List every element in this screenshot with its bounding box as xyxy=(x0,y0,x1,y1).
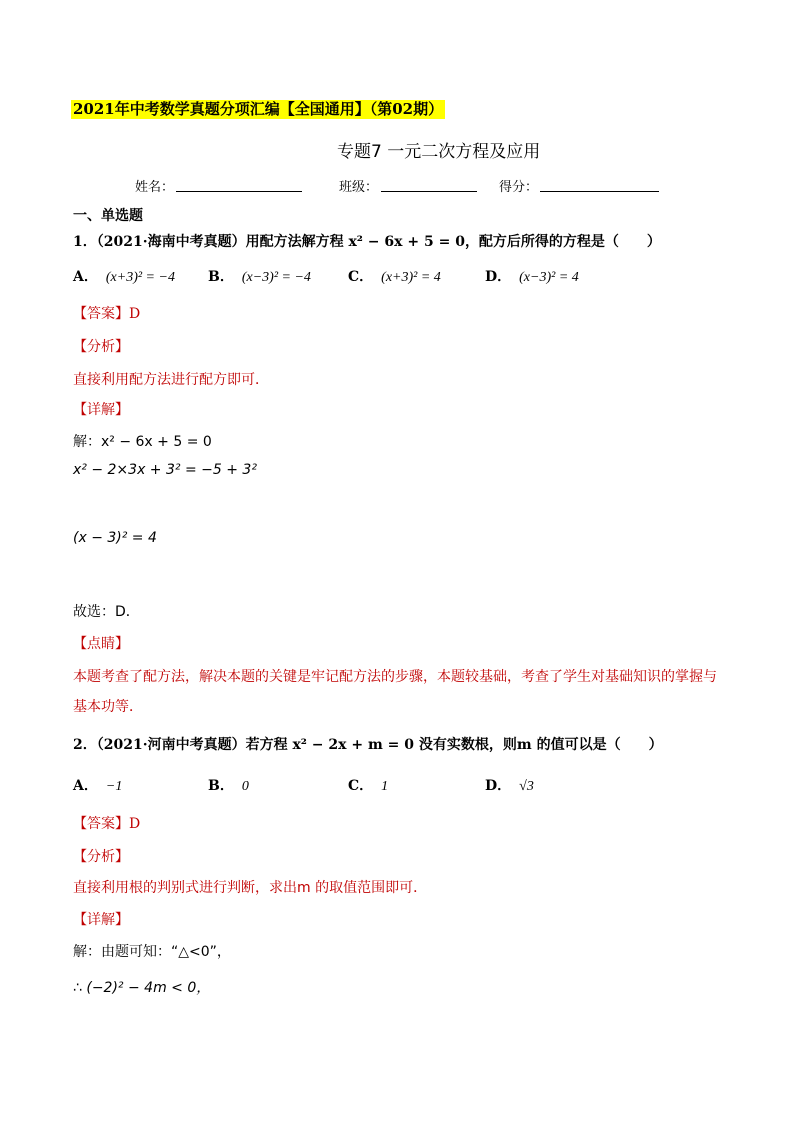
q1-comment-tag: 【点睛】 xyxy=(73,636,129,652)
q1-analysis-text: 直接利用配方法进行配方即可． xyxy=(73,372,269,388)
q2-option-c[interactable] xyxy=(348,775,388,795)
answer-tag: 【答案】 xyxy=(73,816,129,832)
option-label: A． xyxy=(73,269,98,285)
option-label: C． xyxy=(348,778,374,794)
name-label: 姓名： xyxy=(135,180,175,195)
answer-tag: 【答案】 xyxy=(73,306,129,322)
option-expr: (x−3)² = 4 xyxy=(519,270,579,285)
q1-detail-line-3: (x − 3)² = 4 xyxy=(73,530,157,546)
score-field[interactable] xyxy=(540,191,659,192)
q2-detail-line-1: 解：由题可知：“△<0”， xyxy=(73,944,231,960)
option-label: B． xyxy=(208,269,234,285)
option-label: C． xyxy=(348,269,374,285)
class-field[interactable] xyxy=(381,191,477,192)
q2-detail-tag: 【详解】 xyxy=(73,912,129,928)
option-expr: (x−3)² = −4 xyxy=(241,270,311,285)
option-expr: (x+3)² = 4 xyxy=(381,270,441,285)
q1-answer xyxy=(73,303,140,323)
q1-conclusion: 故选：D． xyxy=(73,604,140,620)
question-2-stem: 2．（2021·河南中考真题）若方程 x² − 2x + m = 0 没有实数根，则m 的值可以是（ ） xyxy=(73,737,663,753)
option-label: D． xyxy=(485,778,512,794)
q1-option-b[interactable] xyxy=(208,266,311,286)
q2-option-b[interactable] xyxy=(208,775,249,795)
q2-analysis-tag: 【分析】 xyxy=(73,849,129,865)
answer-value: D xyxy=(129,306,141,322)
q1-comment-line-2: 基本功等． xyxy=(73,699,143,715)
q2-analysis-text: 直接利用根的判别式进行判断，求出m 的取值范围即可． xyxy=(73,880,428,896)
page-title: 专题7 一元二次方程及应用 xyxy=(337,142,541,162)
q1-option-d[interactable] xyxy=(485,266,579,286)
q2-option-d[interactable] xyxy=(485,775,534,795)
q1-analysis-tag: 【分析】 xyxy=(73,339,129,355)
option-expr: 0 xyxy=(241,779,249,794)
class-label: 班级： xyxy=(339,180,379,195)
section-heading: 一、单选题 xyxy=(73,208,143,224)
document-header: 2021年中考数学真题分项汇编【全国通用】（第02期） xyxy=(73,100,444,118)
q1-option-c[interactable] xyxy=(348,266,441,286)
score-label: 得分： xyxy=(499,180,539,195)
option-expr: √3 xyxy=(519,779,534,794)
question-1-stem: 1．（2021·海南中考真题）用配方法解方程 x² − 6x + 5 = 0，配方后所得的方程是（ ） xyxy=(73,234,661,250)
q1-detail-tag: 【详解】 xyxy=(73,402,129,418)
option-expr: 1 xyxy=(381,779,389,794)
option-expr: −1 xyxy=(105,779,123,794)
q1-detail-line-1: 解：x² − 6x + 5 = 0 xyxy=(73,434,212,450)
option-label: A． xyxy=(73,778,98,794)
option-expr: (x+3)² = −4 xyxy=(105,270,175,285)
option-label: B． xyxy=(208,778,234,794)
q1-detail-line-2: x² − 2×3x + 3² = −5 + 3² xyxy=(73,462,257,478)
answer-value: D xyxy=(129,816,141,832)
q2-detail-line-2: ∴ (−2)² − 4m < 0， xyxy=(73,980,211,996)
q1-comment-line-1: 本题考查了配方法，解决本题的关键是牢记配方法的步骤，本题较基础，考查了学生对基础知识的掌握与 xyxy=(73,669,717,685)
name-field[interactable] xyxy=(176,191,302,192)
q2-option-a[interactable] xyxy=(73,775,122,795)
q1-option-a[interactable] xyxy=(73,266,175,286)
q2-answer xyxy=(73,813,140,833)
option-label: D． xyxy=(485,269,512,285)
